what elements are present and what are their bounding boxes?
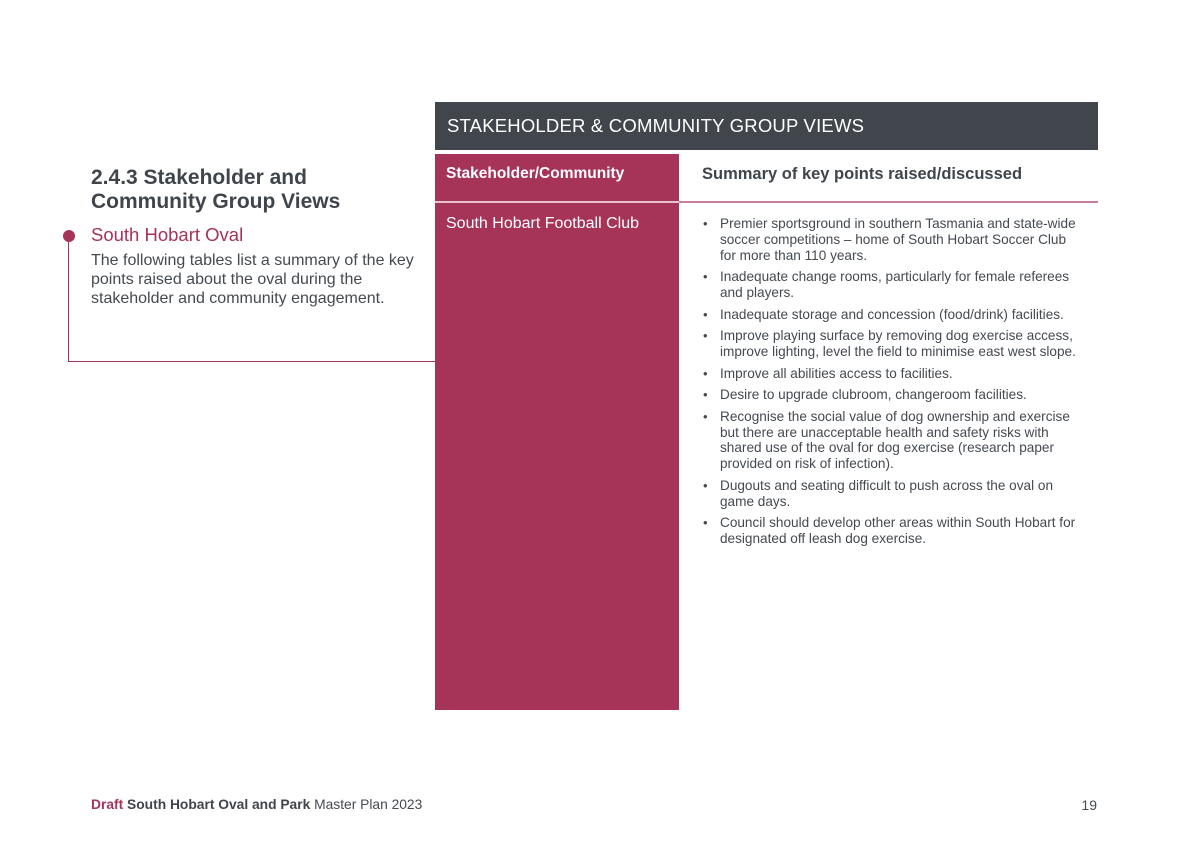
key-point-text: Inadequate storage and concession (food/drink) facilities. bbox=[720, 306, 1064, 322]
list-item bbox=[702, 307, 1080, 323]
stakeholder-name: South Hobart Football Club bbox=[446, 215, 639, 232]
section-accent-rule bbox=[68, 361, 436, 362]
page-number: 19 bbox=[1081, 797, 1097, 813]
section-subheading: South Hobart Oval bbox=[91, 224, 244, 245]
column-header-summary: Summary of key points raised/discussed bbox=[702, 165, 1023, 183]
list-item bbox=[702, 366, 1080, 382]
page-footer bbox=[91, 797, 791, 812]
section-bullet-dot bbox=[63, 230, 75, 242]
column-header-stakeholder: Stakeholder/Community bbox=[446, 165, 625, 182]
bullet-icon: • bbox=[703, 477, 708, 493]
bullet-icon: • bbox=[703, 216, 708, 231]
bullet-icon: • bbox=[703, 387, 708, 403]
key-point-text: Improve playing surface by removing dog exercise access, improve lighting, level the field to minimise east west slope. bbox=[720, 328, 1076, 359]
list-item bbox=[702, 216, 1080, 263]
bullet-icon: • bbox=[703, 515, 708, 531]
list-item bbox=[702, 269, 1080, 301]
key-point-text: Desire to upgrade clubroom, changeroom facilities. bbox=[720, 387, 1027, 403]
section-heading: 2.4.3 Stakeholder and Community Group Views bbox=[91, 166, 341, 213]
bullet-icon: • bbox=[703, 269, 708, 285]
bullet-icon: • bbox=[703, 306, 708, 322]
list-item bbox=[702, 409, 1080, 472]
key-point-text: Council should develop other areas within South Hobart for designated off leash dog exercise. bbox=[720, 515, 1076, 546]
key-point-text: Recognise the social value of dog ownership and exercise but there are unacceptable health and safety risks with shared use of the oval for dog exercise (research paper provided on risk of infection). bbox=[720, 408, 1070, 472]
key-points-list bbox=[702, 216, 1080, 553]
key-point-text: Inadequate change rooms, particularly for female referees and players. bbox=[720, 269, 1070, 300]
table-title-bar: STAKEHOLDER & COMMUNITY GROUP VIEWS bbox=[435, 102, 1098, 150]
bullet-icon: • bbox=[703, 328, 708, 344]
list-item bbox=[702, 478, 1080, 510]
key-point-text: Improve all abilities access to facilities. bbox=[720, 365, 953, 381]
list-item bbox=[702, 328, 1080, 360]
section-accent-line bbox=[68, 236, 69, 362]
bullet-icon: • bbox=[703, 365, 708, 381]
document-title: South Hobart Oval and Park bbox=[127, 797, 311, 812]
key-point-text: Premier sportsground in southern Tasmania and state-wide soccer competitions – home of South Hobart Soccer Club for more than 110 years. bbox=[720, 216, 1076, 263]
stakeholder-column bbox=[435, 154, 679, 710]
header-divider-left bbox=[435, 201, 679, 203]
list-item bbox=[702, 387, 1080, 403]
bullet-icon: • bbox=[703, 408, 708, 424]
list-item bbox=[702, 515, 1080, 547]
key-point-text: Dugouts and seating difficult to push across the oval on game days. bbox=[720, 477, 1054, 509]
draft-label: Draft bbox=[91, 797, 124, 812]
section-intro-text: The following tables list a summary of the key points raised about the oval during the stakeholder and community engagement. bbox=[91, 252, 414, 307]
document-suffix: Master Plan 2023 bbox=[314, 797, 423, 812]
